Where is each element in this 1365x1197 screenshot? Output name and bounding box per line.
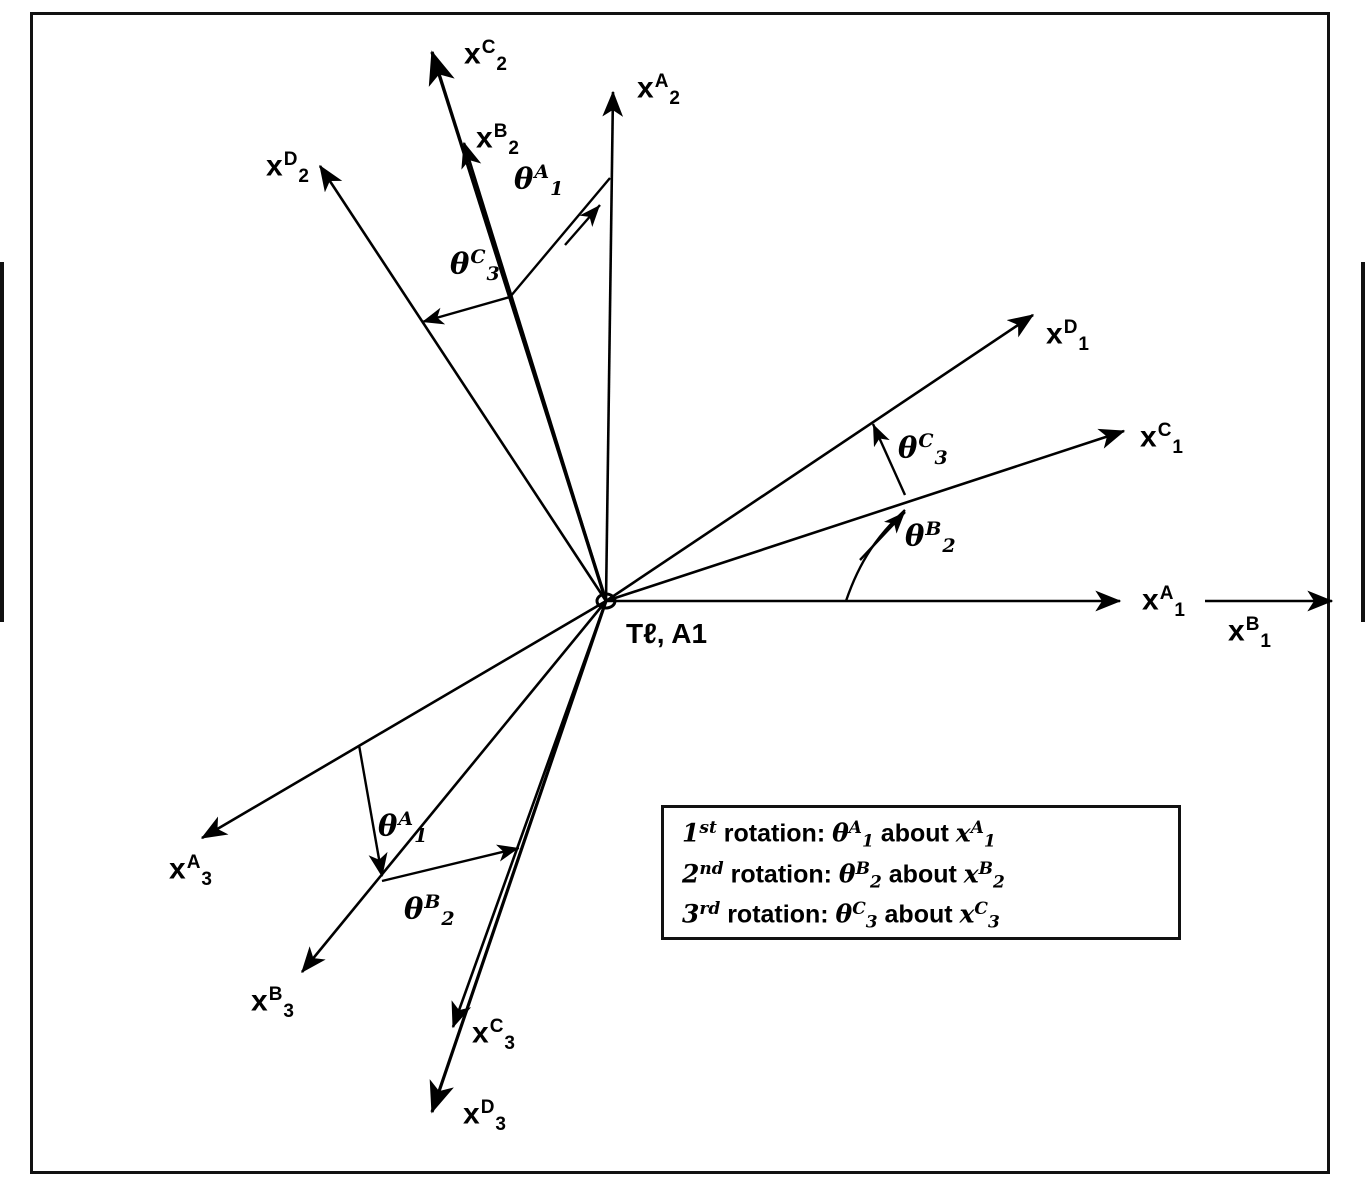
legend-row-1-theta-sub: 1 [862,831,874,852]
label-x1C-base: x [1140,420,1157,454]
label-x1B-sub: 1 [1260,631,1271,653]
label-x2B-base: x [476,121,493,155]
label-x1C [1140,421,1183,457]
axis-x2D [320,166,606,601]
label-x1D-sub: 1 [1078,334,1089,356]
label-x2D-base: x [266,149,283,183]
legend-row-1-ordinal: 1 [682,818,700,848]
label-theta3C-upper [450,248,500,284]
label-x1D-base: x [1046,317,1063,351]
legend-row-1-axis: x [955,818,971,848]
legend-row-2-text: rotation: [723,860,839,889]
legend-row-3-ordinal: 3 [682,899,700,929]
legend-row-3-about: about [877,900,960,929]
legend-row-3-theta: θ [835,899,853,929]
axis-x3A [202,601,606,838]
label-x3B [251,985,294,1021]
label-theta1A-lower-sup: A [398,808,414,830]
label-x1D [1046,318,1089,354]
label-x3C-sup: C [489,1016,504,1037]
legend-row-1 [682,818,1162,852]
label-theta2B-lower-sub: 2 [441,908,455,931]
legend-row-3 [682,899,1162,933]
label-x1B-base: x [1228,614,1245,648]
legend-row-1-axis-sup: A [970,818,984,838]
label-theta1A-lower-sub: 1 [414,825,428,848]
axis-x2A [606,92,613,601]
label-theta1A-upper-sup: A [534,161,550,183]
label-x2C-sub: 2 [496,54,507,76]
label-theta2B-right-sup: B [925,518,942,540]
label-x2A [637,72,680,108]
label-x2B-sub: 2 [508,138,519,160]
label-x3B-sub: 3 [283,1001,294,1023]
label-theta1A-lower-base: θ [378,808,398,843]
legend-row-3-text: rotation: [720,900,836,929]
label-x1A-sub: 1 [1174,600,1185,622]
arrow-theta3C-upper [422,297,510,322]
legend-row-3-axis-sub: 3 [987,912,1000,933]
label-theta3C-right-sub: 3 [934,447,948,470]
arrow-theta2B-lower [382,848,519,881]
legend-row-1-ordinal-sup: st [699,818,717,838]
label-theta1A-upper-base: θ [514,161,534,196]
legend-row-1-theta-sup: A [848,818,862,838]
label-x3A-sup: A [186,852,201,873]
label-x1A-sup: A [1159,583,1174,604]
label-x2D-sup: D [283,149,298,170]
axis-x2C [432,52,606,601]
label-theta2B-right-base: θ [905,518,925,553]
label-x3D-base: x [463,1097,480,1131]
legend-row-2-ordinal: 2 [682,859,700,889]
legend-row-1-axis-sub: 1 [983,831,996,852]
legend-row-3-theta-sup: C [852,899,866,920]
legend-row-2-about: about [881,860,964,889]
legend-row-1-about: about [873,819,956,848]
label-theta3C-upper-sup: C [470,246,486,268]
label-x2A-sup: A [654,71,669,92]
legend-row-2-axis-sup: B [978,858,994,879]
label-theta2B-right [905,520,956,556]
label-x2C-sup: C [481,37,496,58]
axis-x1D [606,315,1033,601]
axis-x3D [432,601,606,1112]
label-x2C [464,38,507,74]
label-x3C-base: x [472,1016,489,1050]
legend-row-3-axis: x [959,899,975,929]
label-x3B-sup: B [268,984,283,1005]
label-x1A-base: x [1142,583,1159,617]
label-x2C-base: x [464,37,481,71]
axis-x1C [606,431,1124,601]
label-theta3C-right-base: θ [898,430,918,465]
legend-row-2-theta: θ [838,859,856,889]
label-theta2B-lower-base: θ [404,891,424,926]
label-x3A-base: x [169,852,186,886]
label-theta1A-upper-sub: 1 [550,178,564,201]
legend-row-2-axis: x [963,859,979,889]
label-x2A-sub: 2 [669,88,680,110]
legend-row-2-axis-sub: 2 [993,872,1005,893]
legend-row-3-axis-sup: C [974,899,988,920]
legend-row-1-theta: θ [832,818,849,848]
legend-row-2-theta-sup: B [855,858,870,879]
legend-box [661,805,1181,940]
label-theta1A-upper [514,163,563,199]
label-theta3C-right-sup: C [918,430,934,452]
label-x3B-base: x [251,984,268,1018]
label-theta2B-lower [404,893,455,929]
label-x3C-sub: 3 [504,1033,515,1055]
label-theta2B-right-sub: 2 [942,535,956,558]
legend-row-3-ordinal-sup: rd [699,899,721,920]
label-x1D-sup: D [1063,317,1078,338]
legend-row-3-theta-sub: 3 [865,912,878,933]
legend-row-2 [682,859,1162,893]
label-x2D-sub: 2 [298,166,309,188]
label-x2D [266,150,309,186]
label-x2B-sup: B [493,121,508,142]
origin-label: Tℓ, A1 [626,618,708,649]
legend-row-2-ordinal-sup: nd [699,858,724,879]
label-x2A-base: x [637,71,654,105]
legend-row-2-theta-sub: 2 [869,872,882,893]
label-x1C-sub: 1 [1172,437,1183,459]
legend-row-1-text: rotation: [716,819,833,848]
label-x1A [1142,584,1185,620]
label-theta3C-upper-base: θ [450,246,470,281]
construction-theta2B-right-arc [846,510,905,601]
label-x3D-sub: 3 [495,1114,506,1136]
label-x2B [476,122,519,158]
label-theta3C-upper-sub: 3 [486,263,500,286]
label-x1B [1228,615,1271,651]
label-theta2B-lower-sup: B [424,891,441,913]
label-x1B-sup: B [1245,614,1260,635]
label-theta3C-right [898,432,948,468]
label-x1C-sup: C [1157,420,1172,441]
label-x3C [472,1017,515,1053]
label-x3D [463,1098,506,1134]
arrow-theta2B-right [860,512,905,560]
label-x3A-sub: 3 [201,869,212,891]
label-theta1A-lower [378,810,427,846]
label-x3D-sup: D [480,1097,495,1118]
label-x3A [169,853,212,889]
